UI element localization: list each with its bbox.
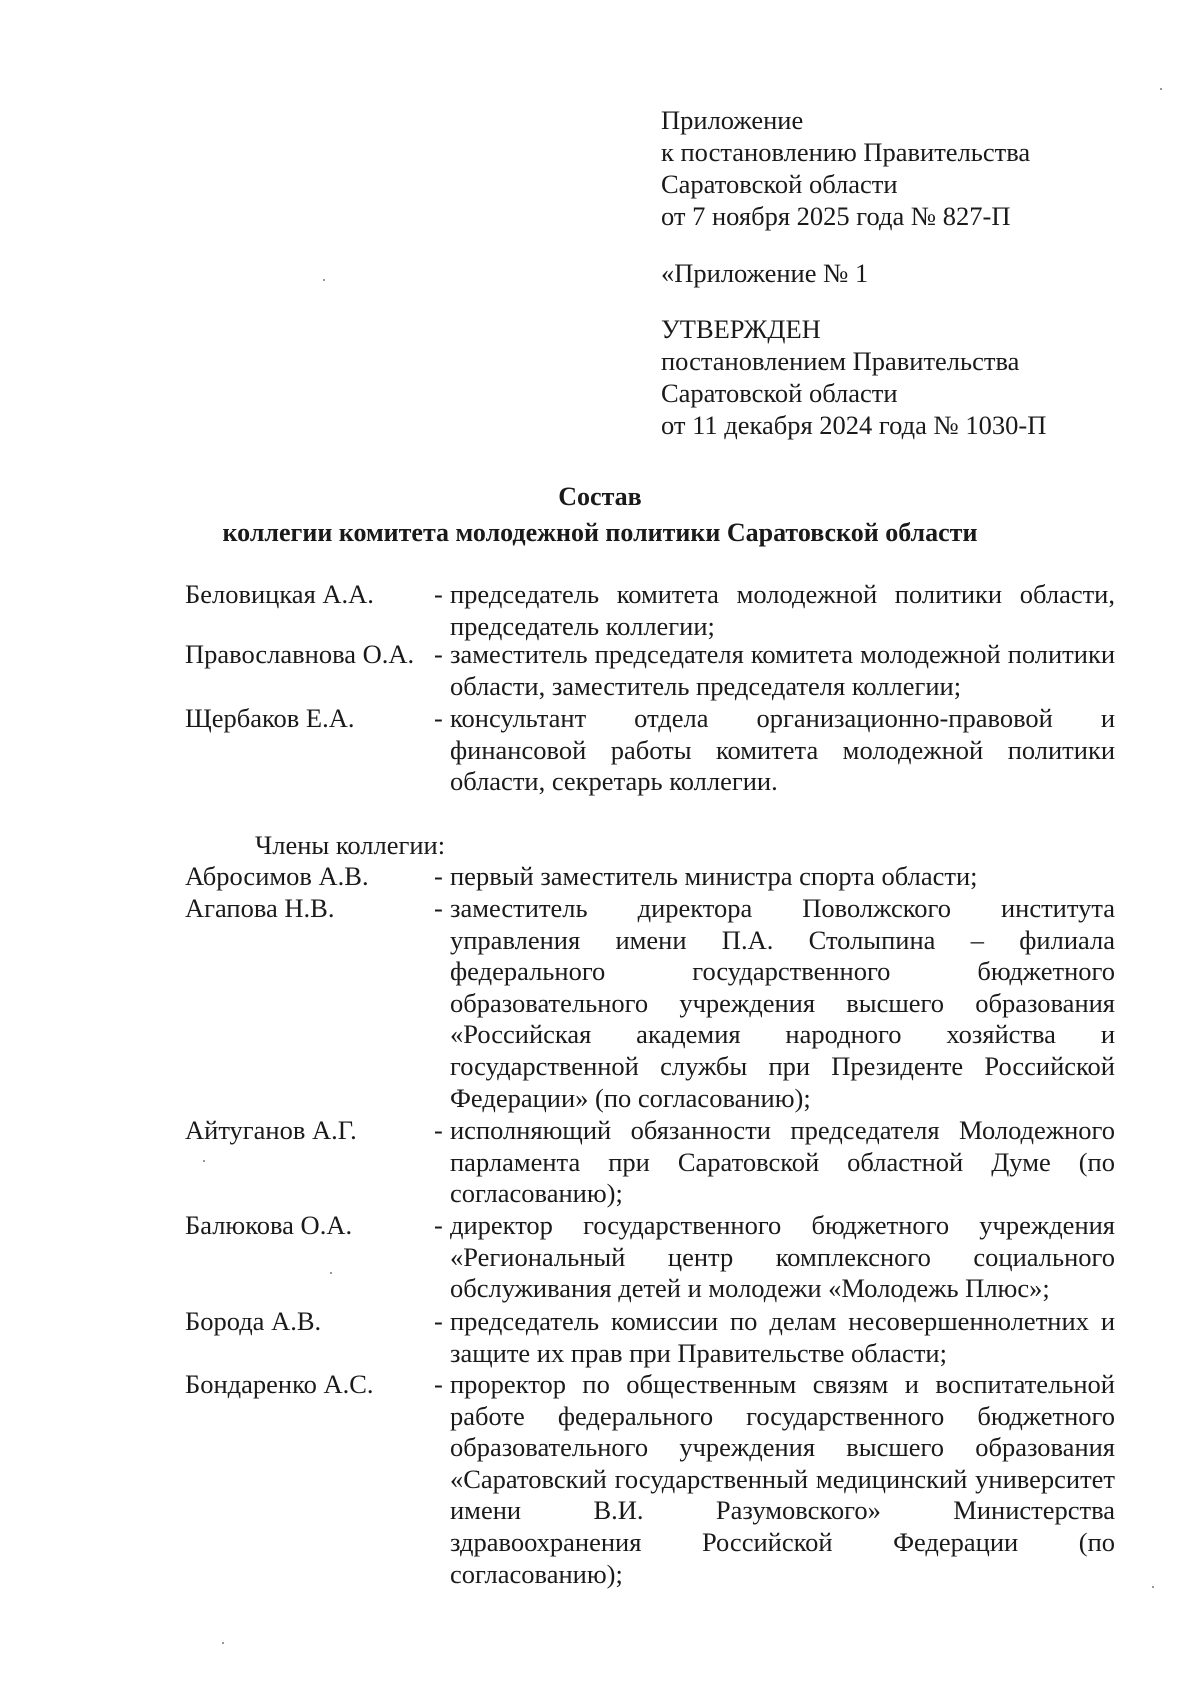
entry-dash: - [434,703,443,733]
person-role: проректор по общественным связям и воспитательной работе федерального государственного бюджетного образовательного учреждения высшего образования «Саратовский государственный медицинский университет имени В.И. Разумовского» Министерства здравоохранения Российской Федерации (по согласованию); [450,1369,1115,1589]
person-name: Абросимов А.В. [185,861,369,891]
person-name: Беловицкая А.А. [185,579,374,609]
approved-region-line: Саратовской области [661,378,898,408]
member-entry [185,1369,1115,1590]
scan-speck [222,1642,224,1644]
person-role: директор государственного бюджетного учреждения «Региональный центр комплексного социального обслуживания детей и молодежи «Молодежь Плюс»; [450,1210,1115,1304]
annex-number: «Приложение № 1 [661,258,869,288]
leadership-entry [185,639,1115,702]
approval-stamp-block [661,104,1181,441]
person-name: Айтуганов А.Г. [185,1115,357,1145]
entry-dash: - [434,579,443,609]
approved-date-line: от 11 декабря 2024 года № 1030-П [661,410,1047,440]
appendix-date-line: от 7 ноября 2025 года № 827-П [661,201,1011,231]
scan-speck [330,1272,332,1274]
entry-dash: - [434,1306,443,1336]
person-name: Бондаренко А.С. [185,1369,374,1399]
appendix-region-line: Саратовской области [661,169,898,199]
person-role: председатель комитета молодежной политики области, председатель коллегии; [450,579,1115,641]
person-name: Балюкова О.А. [185,1210,353,1240]
scan-speck [1152,1586,1154,1588]
leadership-entry [185,703,1115,798]
person-role: первый заместитель министра спорта области; [450,861,978,891]
entry-dash: - [434,861,443,891]
member-entry [185,893,1115,1114]
entry-dash: - [434,1210,443,1240]
approved-label: УТВЕРЖДЕН [661,314,821,344]
scan-speck [203,1160,205,1162]
title-line-2: коллегии комитета молодежной политики Саратовской области [222,518,978,547]
person-role: заместитель председателя комитета молодежной политики области, заместитель председателя коллегии; [450,639,1115,701]
member-entry [185,1115,1115,1210]
person-name: Православнова О.А. [185,639,415,669]
entry-dash: - [434,639,443,669]
person-role: заместитель директора Поволжского института управления имени П.А. Столыпина – филиала федерального государственного бюджетного образовательного учреждения высшего образования «Российская академия народного хозяйства и государственной службы при Президенте Российской Федерации» (по согласованию); [450,893,1115,1113]
person-name: Агапова Н.В. [185,893,335,923]
entry-dash: - [434,1369,443,1399]
person-role: исполняющий обязанности председателя Молодежного парламента при Саратовской областной Думе (по согласованию); [450,1115,1115,1209]
appendix-label: Приложение [661,105,804,135]
title-line-1: Состав [558,482,642,511]
approved-by-line: постановлением Правительства [661,346,1020,376]
member-entry [185,1210,1115,1305]
entry-dash: - [434,893,443,923]
member-entry [185,861,1115,893]
member-entry [185,1306,1115,1369]
person-role: председатель комиссии по делам несовершеннолетних и защите их прав при Правительстве области; [450,1306,1115,1368]
scan-speck [323,279,325,281]
person-name: Щербаков Е.А. [185,703,355,733]
document-title [0,479,1200,551]
members-heading: Члены коллегии: [255,830,446,860]
leadership-entry [185,579,1115,642]
person-role: консультант отдела организационно-правовой и финансовой работы комитета молодежной политики области, секретарь коллегии. [450,703,1115,797]
person-name: Борода А.В. [185,1306,322,1336]
appendix-ref-line: к постановлению Правительства [661,137,1031,167]
scan-speck [1160,88,1162,90]
entry-dash: - [434,1115,443,1145]
